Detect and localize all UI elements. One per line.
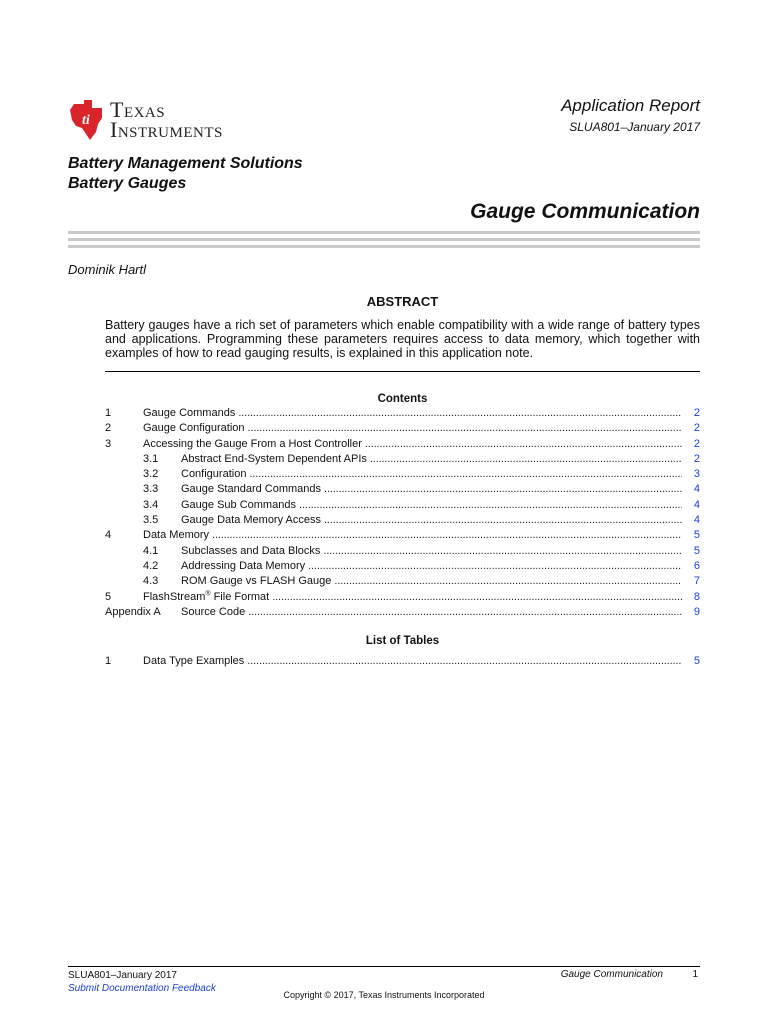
toc-number: 4 bbox=[105, 529, 112, 542]
toc-number: 5 bbox=[105, 590, 112, 603]
title-rule-3 bbox=[68, 245, 700, 248]
toc-number: 1 bbox=[105, 407, 112, 419]
footer-title: Gauge Communication bbox=[560, 969, 663, 980]
toc-number: 3.3 bbox=[143, 483, 159, 496]
toc-number: 3 bbox=[105, 437, 112, 450]
ti-wordmark bbox=[110, 97, 223, 142]
toc-entry[interactable] bbox=[105, 482, 700, 497]
toc-entry[interactable] bbox=[105, 421, 700, 436]
toc-title: Data Memory bbox=[143, 529, 212, 541]
abstract-divider bbox=[105, 371, 700, 372]
title-rule-2 bbox=[68, 238, 700, 241]
list-of-tables-heading: List of Tables bbox=[365, 635, 440, 647]
toc-title: Accessing the Gauge From a Host Controller bbox=[143, 438, 365, 450]
toc-entry[interactable] bbox=[105, 544, 700, 559]
toc-number: 4.1 bbox=[143, 544, 159, 557]
toc-entry[interactable] bbox=[105, 406, 700, 421]
toc-entry[interactable] bbox=[105, 513, 700, 528]
toc-title-suffix: File Format bbox=[210, 590, 270, 603]
title-rule-1 bbox=[68, 231, 700, 234]
toc-title: Addressing Data Memory bbox=[181, 560, 308, 572]
abstract-heading: ABSTRACT bbox=[366, 294, 439, 309]
toc-title bbox=[143, 591, 272, 603]
toc-number: 2 bbox=[105, 422, 112, 435]
author-name: Dominik Hartl bbox=[68, 262, 147, 277]
toc-number: 3.2 bbox=[143, 468, 159, 481]
toc-number: Appendix A bbox=[105, 605, 161, 618]
document-title: Gauge Communication bbox=[470, 200, 700, 223]
toc-entry[interactable] bbox=[105, 528, 700, 543]
product-line-2: Battery Gauges bbox=[68, 175, 187, 192]
toc-title: Gauge Sub Commands bbox=[181, 499, 299, 511]
report-type: Application Report bbox=[561, 96, 700, 115]
toc-number: 3.5 bbox=[143, 514, 159, 527]
table-of-contents bbox=[105, 406, 700, 620]
list-of-tables bbox=[105, 654, 700, 669]
logo-line1: Texas bbox=[110, 97, 166, 122]
toc-title: Gauge Standard Commands bbox=[181, 483, 324, 495]
toc-entry[interactable] bbox=[105, 559, 700, 574]
toc-title: Abstract End-System Dependent APIs bbox=[181, 453, 370, 465]
toc-page-link[interactable]: 2 bbox=[693, 452, 700, 465]
toc-page-link[interactable]: 5 bbox=[693, 544, 700, 557]
footer-doc-id: SLUA801–January 2017 bbox=[68, 970, 177, 981]
toc-page-link[interactable]: 2 bbox=[693, 407, 700, 419]
toc-number: 3.4 bbox=[143, 498, 159, 511]
toc-page-link[interactable]: 8 bbox=[693, 590, 700, 603]
toc-title: Configuration bbox=[181, 468, 249, 480]
abstract-text: Battery gauges have a rich set of parameters which enable compatibility with a wide range of battery types and applications. Programming these parameters requires access to data memory, which together with examples of how to read gauging results, is explained in this application note. bbox=[105, 318, 700, 360]
toc-entry[interactable] bbox=[105, 574, 700, 589]
ti-logo bbox=[68, 98, 268, 146]
toc-title: ROM Gauge vs FLASH Gauge bbox=[181, 575, 334, 587]
toc-page-link[interactable]: 9 bbox=[693, 605, 700, 618]
toc-page-link[interactable]: 2 bbox=[693, 422, 700, 435]
copyright-notice: Copyright © 2017, Texas Instruments Incorporated bbox=[283, 990, 485, 1000]
contents-heading: Contents bbox=[377, 393, 428, 405]
footer-divider bbox=[68, 966, 700, 967]
submit-feedback-link[interactable]: Submit Documentation Feedback bbox=[68, 983, 216, 994]
registered-mark: ® bbox=[205, 589, 211, 597]
toc-entry[interactable] bbox=[105, 467, 700, 482]
toc-page-link[interactable]: 3 bbox=[693, 468, 700, 481]
table-title: Data Type Examples bbox=[143, 655, 247, 667]
toc-title: Gauge Data Memory Access bbox=[181, 514, 324, 526]
toc-entry[interactable] bbox=[105, 437, 700, 452]
toc-page-link[interactable]: 4 bbox=[693, 483, 700, 496]
toc-title: Source Code bbox=[181, 606, 248, 618]
toc-number: 4.3 bbox=[143, 575, 159, 588]
toc-page-link[interactable]: 5 bbox=[693, 529, 700, 542]
toc-title: Gauge Commands bbox=[143, 407, 238, 419]
toc-page-link[interactable]: 4 bbox=[693, 498, 700, 511]
toc-page-link[interactable]: 2 bbox=[693, 437, 700, 450]
toc-title: Gauge Configuration bbox=[143, 422, 248, 434]
table-number: 1 bbox=[105, 655, 112, 667]
toc-number: 3.1 bbox=[143, 452, 159, 465]
toc-page-link[interactable]: 4 bbox=[693, 514, 700, 527]
product-line bbox=[68, 154, 303, 194]
report-id: SLUA801–January 2017 bbox=[569, 120, 700, 134]
logo-line2: Instruments bbox=[110, 117, 223, 142]
table-page-link[interactable]: 5 bbox=[693, 655, 700, 667]
ti-state-logo-icon bbox=[68, 98, 108, 142]
toc-title-main: FlashStream bbox=[143, 590, 206, 603]
toc-page-link[interactable]: 7 bbox=[693, 575, 700, 588]
table-entry[interactable] bbox=[105, 654, 700, 669]
toc-entry[interactable] bbox=[105, 605, 700, 620]
footer-page-number: 1 bbox=[692, 969, 698, 980]
toc-entry[interactable] bbox=[105, 498, 700, 513]
toc-number: 4.2 bbox=[143, 559, 159, 572]
product-line-1: Battery Management Solutions bbox=[68, 155, 303, 172]
toc-entry[interactable] bbox=[105, 452, 700, 467]
toc-title: Subclasses and Data Blocks bbox=[181, 545, 323, 557]
toc-entry[interactable] bbox=[105, 590, 700, 605]
toc-page-link[interactable]: 6 bbox=[693, 559, 700, 572]
svg-text:ti: ti bbox=[82, 113, 90, 128]
